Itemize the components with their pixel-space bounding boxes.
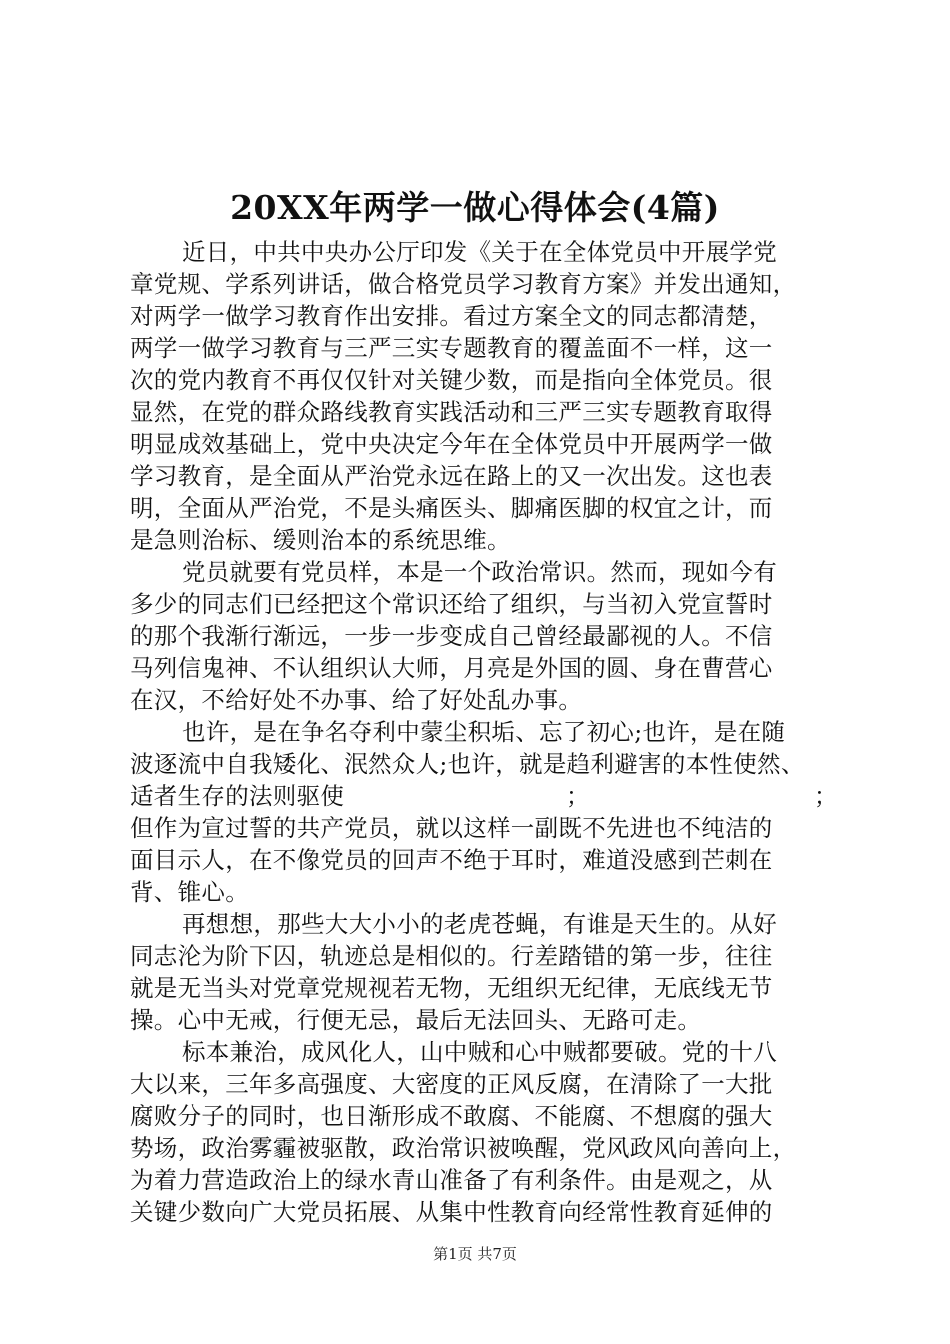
text-line: 次的党内教育不再仅仅针对关键少数，而是指向全体党员。很 bbox=[130, 366, 773, 394]
text-line: 在汉，不给好处不办事、给了好处乱办事。 bbox=[130, 686, 583, 714]
text-line: 近日，中共中央办公厅印发《关于在全体党员中开展学党 bbox=[182, 238, 777, 266]
text-line: 多少的同志们已经把这个常识还给了组织，与当初入党宣誓时 bbox=[130, 590, 773, 618]
text-line: 也许，是在争名夺利中蒙尘积垢、忘了初心;也许，是在随 bbox=[182, 718, 786, 746]
text-line: 腐败分子的同时，也日渐形成不敢腐、不能腐、不想腐的强大 bbox=[130, 1102, 773, 1130]
text-line: 的那个我渐行渐远，一步一步变成自己曾经最鄙视的人。不信 bbox=[130, 622, 773, 650]
text-line-with-gaps bbox=[130, 780, 838, 812]
text-line: 对两学一做学习教育作出安排。看过方案全文的同志都清楚， bbox=[130, 302, 773, 330]
text-line: 显然，在党的群众路线教育实践活动和三严三实专题教育取得 bbox=[130, 398, 773, 426]
text-line: 马列信鬼神、不认组织认大师，月亮是外国的圆、身在曹营心 bbox=[130, 654, 773, 682]
text-line: 学习教育，是全面从严治党永远在路上的又一次出发。这也表 bbox=[130, 462, 773, 490]
text-line: 明，全面从严治党，不是头痛医头、脚痛医脚的权宜之计，而 bbox=[130, 494, 773, 522]
text-line: 大以来，三年多高强度、大密度的正风反腐，在清除了一大批 bbox=[130, 1070, 773, 1098]
text-line: 关键少数向广大党员拓展、从集中性教育向经常性教育延伸的 bbox=[130, 1198, 773, 1226]
text-line: 两学一做学习教育与三严三实专题教育的覆盖面不一样，这一 bbox=[130, 334, 773, 362]
text-line: 明显成效基础上，党中央决定今年在全体党员中开展两学一做 bbox=[130, 430, 773, 458]
text-line: 再想想，那些大大小小的老虎苍蝇，有谁是天生的。从好 bbox=[182, 910, 777, 938]
text-line: 适者生存的法则驱使 bbox=[130, 782, 345, 810]
text-line: 标本兼治，成风化人，山中贼和心中贼都要破。党的十八 bbox=[182, 1038, 777, 1066]
text-line: 就是无当头对党章党规视若无物，无组织无纪律，无底线无节 bbox=[130, 974, 773, 1002]
document-title: 20XX年两学一做心得体会(4篇) bbox=[230, 188, 720, 227]
text-line: 但作为宣过誓的共产党员，就以这样一副既不先进也不纯洁的 bbox=[130, 814, 773, 842]
semicolon-mark: ； bbox=[566, 782, 590, 810]
text-line: 面目示人，在不像党员的回声不绝于耳时，难道没感到芒刺在 bbox=[130, 846, 773, 874]
text-line: 背、锥心。 bbox=[130, 878, 249, 906]
page-footer: 第1页 共7页 bbox=[433, 1245, 517, 1263]
text-line: 操。心中无戒，行便无忌，最后无法回头、无路可走。 bbox=[130, 1006, 702, 1034]
text-line: 同志沦为阶下囚，轨迹总是相似的。行差踏错的第一步，往往 bbox=[130, 942, 773, 970]
text-line: 为着力营造政治上的绿水青山准备了有利条件。由是观之，从 bbox=[130, 1166, 773, 1194]
semicolon-mark: ； bbox=[814, 782, 838, 810]
text-line: 势场，政治雾霾被驱散，政治常识被唤醒，党风政风向善向上， bbox=[130, 1134, 797, 1162]
text-line: 党员就要有党员样，本是一个政治常识。然而，现如今有 bbox=[182, 558, 777, 586]
text-line: 章党规、学系列讲话，做合格党员学习教育方案》并发出通知， bbox=[130, 270, 797, 298]
text-line: 波逐流中自我矮化、泯然众人;也许，就是趋利避害的本性使然、 bbox=[130, 750, 805, 778]
document-body bbox=[130, 236, 838, 1228]
text-line: 是急则治标、缓则治本的系统思维。 bbox=[130, 526, 511, 554]
